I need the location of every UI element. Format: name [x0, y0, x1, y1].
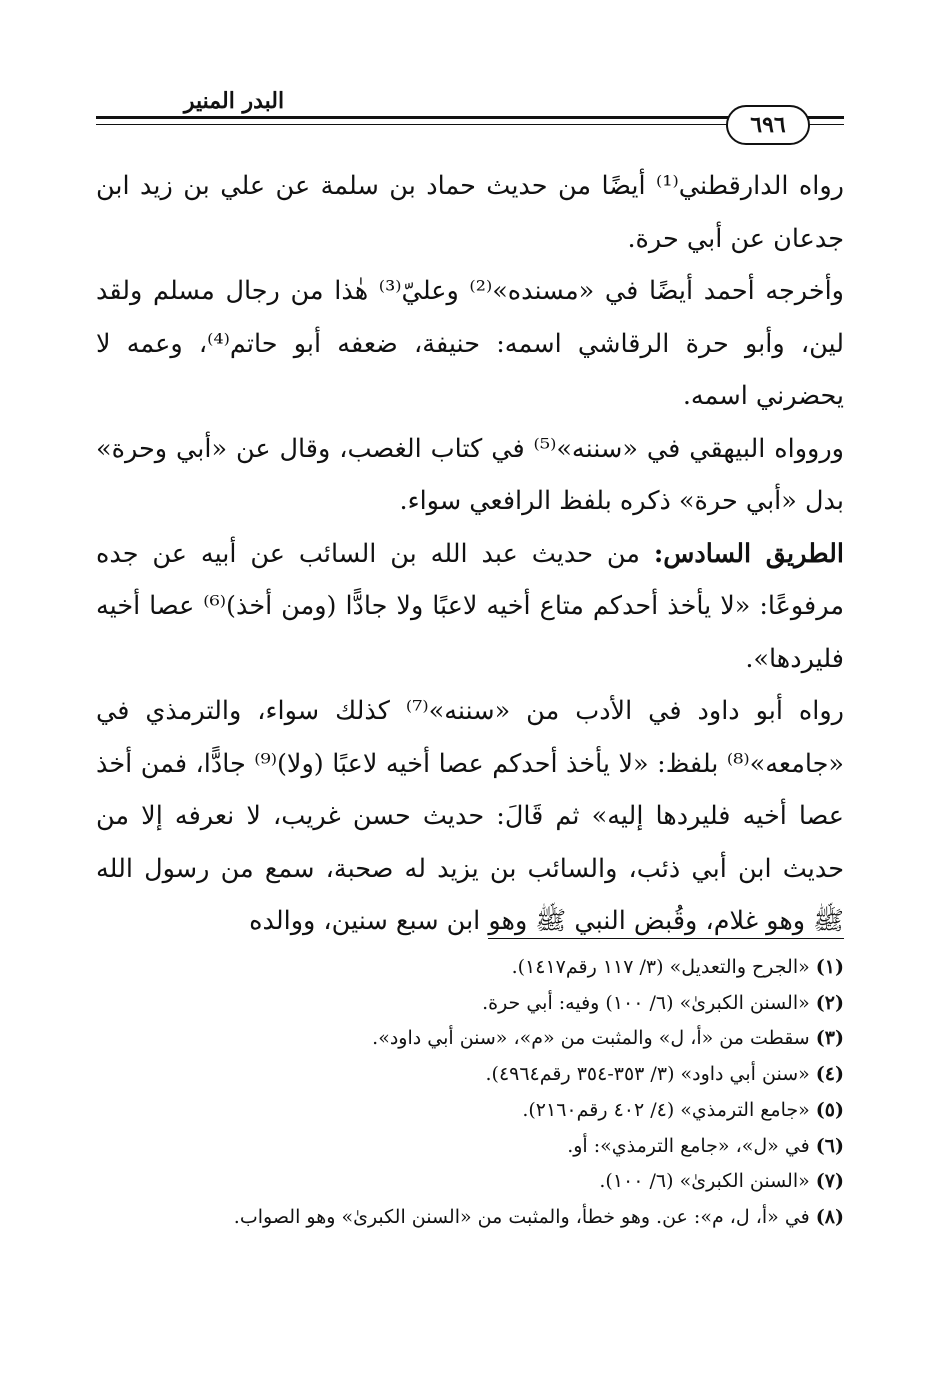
footnote-number: (٣) — [815, 1027, 844, 1050]
paragraph-4 — [96, 528, 844, 686]
footnote — [96, 950, 844, 986]
footnote-number: (٤) — [815, 1063, 844, 1086]
footnote-number: (٥) — [815, 1098, 844, 1121]
paragraph-4-text: من حديث عبد الله بن السائب عن أبيه عن جده مرفوعًا: «لا يأخذ أحدكم متاع أخيه لاعبًا ولا جادًّا (ومن أخذ)⁽⁶⁾ عصا أخيه فليردها». — [96, 538, 844, 674]
footnote-text: «جامع الترمذي» (٤/ ٤٠٢ رقم٢١٦٠). — [522, 1098, 816, 1121]
footnote — [96, 1164, 844, 1200]
footnote-number: (٨) — [815, 1205, 844, 1228]
footnote — [96, 1093, 844, 1129]
page-header — [96, 86, 844, 136]
footnote-text: سقطت من «أ، ل» والمثبت من «م»، «سنن أبي داود». — [372, 1027, 816, 1050]
footnotes — [96, 950, 844, 1236]
footnote-text: «سنن أبي داود» (٣/ ٣٥٣-٣٥٤ رقم٤٩٦٤). — [485, 1063, 816, 1086]
footnote-text: في «ل»، «جامع الترمذي»: أو. — [567, 1134, 816, 1157]
main-text — [96, 160, 844, 948]
book-title: البدر المنير — [183, 88, 285, 114]
footnote — [96, 986, 844, 1022]
footnote-number: (١) — [815, 956, 844, 978]
paragraph-5: رواه أبو داود في الأدب من «سننه»⁽⁷⁾ كذلك سواء، والترمذي في «جامعه»⁽⁸⁾ بلفظ: «لا يأخذ أحدكم عصا أخيه لاعبًا (ولا)⁽⁹⁾ جادًّا، فمن أخذ عصا أخيه فليردها إليه» ثم قَالَ: حديث حسن غريب، لا نعرفه إلا من حديث ابن أبي ذئب، والسائب بن يزيد له صحبة، سمع من رسول الله ﷺ وهو غلام، وقُبض النبي ﷺ وهو ابن سبع سنين، ووالده — [96, 696, 844, 936]
footnote — [96, 1129, 844, 1165]
paragraph-2: وأخرجه أحمد أيضًا في «مسنده»⁽²⁾ وعليّ⁽³⁾ هٰذا من رجال مسلم ولقد لين، وأبو حرة الرقاشي اسمه: حنيفة، ضعفه أبو حاتم⁽⁴⁾، وعمه لا يحضرني اسمه. — [96, 276, 844, 411]
footnote-number: (٧) — [815, 1170, 844, 1193]
footnote-separator — [488, 938, 844, 939]
footnote-text: «السنن الكبرىٰ» (٦/ ١٠٠) وفيه: أبي حرة. — [482, 991, 816, 1014]
page-number: ٦٩٦ — [726, 105, 810, 145]
footnote-number: (٢) — [815, 991, 844, 1014]
footnote-text: في «أ، ل، م»: عن. وهو خطأ، والمثبت من «السنن الكبرىٰ» وهو الصواب. — [233, 1205, 816, 1228]
paragraph-1: رواه الدارقطني⁽¹⁾ أيضًا من حديث حماد بن سلمة عن علي بن زيد ابن جدعان عن أبي حرة. — [96, 171, 844, 254]
paragraph-3: وروواه البيهقي في «سننه»⁽⁵⁾ في كتاب الغصب، وقال عن «أبي وحرة» بدل «أبي حرة» ذكره بلفظ الرافعي سواء. — [96, 433, 844, 516]
footnote-text: «السنن الكبرىٰ» (٦/ ١٠٠). — [599, 1170, 816, 1193]
section-heading: الطريق السادس: — [653, 538, 844, 569]
footnote-text: «الجرح والتعديل» (٣/ ١١٧ رقم١٤١٧). — [511, 956, 816, 978]
footnote — [96, 1021, 844, 1057]
footnote — [96, 1200, 844, 1236]
footnote-number: (٦) — [815, 1134, 844, 1157]
footnote — [96, 1057, 844, 1093]
